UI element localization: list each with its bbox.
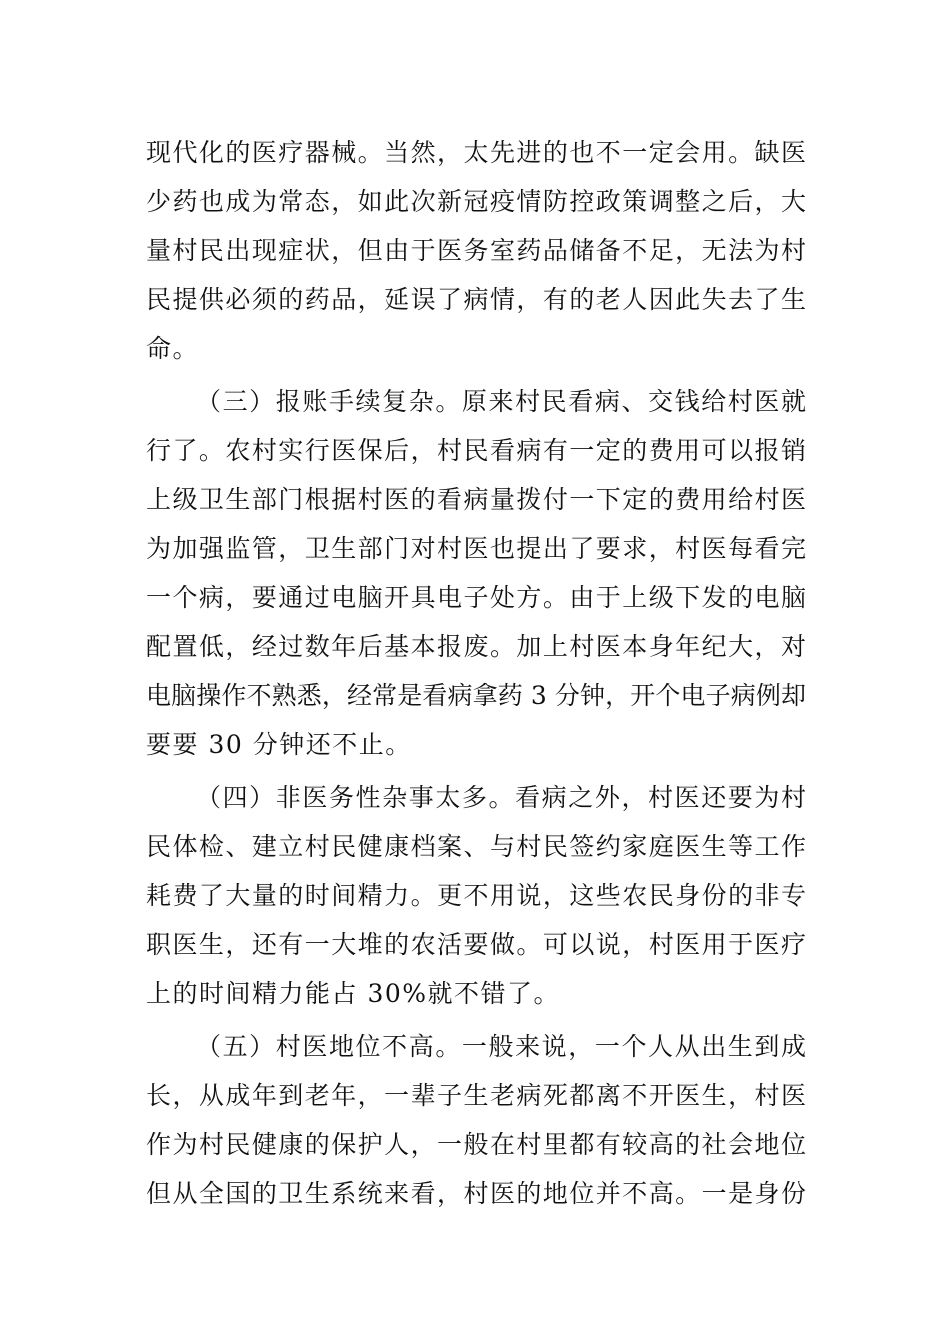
text-line: 要要 30 分钟还不止。 — [146, 730, 412, 759]
text-line: 一个病，要通过电脑开具电子处方。由于上级下发的电脑 — [146, 583, 806, 612]
text-line: 但从全国的卫生系统来看，村医的地位并不高。一是身份 — [146, 1179, 806, 1208]
text-line: 为加强监管，卫生部门对村医也提出了要求，村医每看完 — [146, 534, 806, 563]
text-line: 电脑操作不熟悉，经常是看病拿药 3 分钟，开个电子病例却 — [146, 681, 806, 710]
text-line: 命。 — [146, 334, 200, 363]
section-heading-line: （五）村医地位不高。一般来说，一个人从出生到成 — [196, 1032, 806, 1061]
text-line: 作为村民健康的保护人，一般在村里都有较高的社会地位 — [146, 1130, 806, 1159]
document-body — [146, 128, 806, 1218]
text-line: 上的时间精力能占 30%就不错了。 — [146, 979, 561, 1008]
text-line: 民提供必须的药品，延误了病情，有的老人因此失去了生 — [146, 285, 806, 314]
text-line: 职医生，还有一大堆的农活要做。可以说，村医用于医疗 — [146, 930, 806, 959]
text-line: 行了。农村实行医保后，村民看病有一定的费用可以报销 — [146, 436, 806, 465]
paragraph-section-3 — [146, 377, 806, 769]
section-heading-line: （三）报账手续复杂。原来村民看病、交钱给村医就 — [196, 387, 806, 416]
text-line: 上级卫生部门根据村医的看病量拨付一下定的费用给村医 — [146, 485, 806, 514]
paragraph-section-4 — [146, 773, 806, 1018]
section-heading-line: （四）非医务性杂事太多。看病之外，村医还要为村 — [196, 783, 806, 812]
text-line: 现代化的医疗器械。当然，太先进的也不一定会用。缺医 — [146, 138, 806, 167]
text-line: 民体检、建立村民健康档案、与村民签约家庭医生等工作 — [146, 832, 806, 861]
text-line: 少药也成为常态，如此次新冠疫情防控政策调整之后，大 — [146, 187, 806, 216]
paragraph-continuation — [146, 128, 806, 373]
text-line: 配置低，经过数年后基本报废。加上村医本身年纪大，对 — [146, 632, 806, 661]
text-line: 长，从成年到老年，一辈子生老病死都离不开医生，村医 — [146, 1081, 806, 1110]
text-line: 量村民出现症状，但由于医务室药品储备不足，无法为村 — [146, 236, 806, 265]
text-line: 耗费了大量的时间精力。更不用说，这些农民身份的非专 — [146, 881, 806, 910]
paragraph-section-5 — [146, 1022, 806, 1218]
